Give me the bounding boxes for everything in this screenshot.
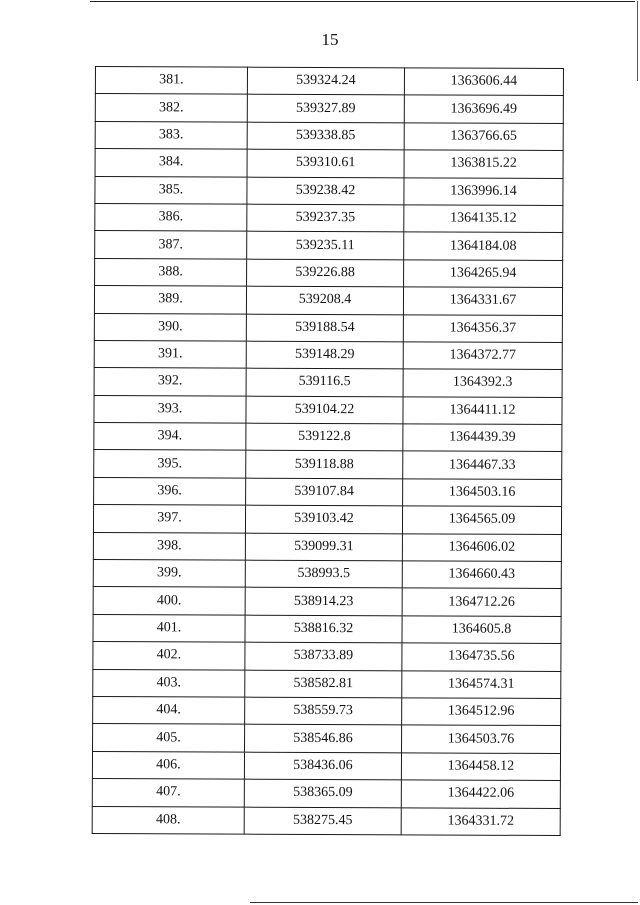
coordinates-table [92,66,564,836]
point-number-cell: 407. [92,779,244,807]
point-number-cell: 392. [94,368,246,396]
x-coordinate-cell: 538816.32 [245,615,402,643]
x-coordinate-cell: 539238.42 [247,177,404,205]
x-coordinate-cell: 538733.89 [245,642,402,670]
y-coordinate-cell: 1363696.49 [404,95,563,123]
y-coordinate-cell: 1364331.67 [403,287,562,315]
point-number-cell: 399. [93,560,245,588]
table-row [93,505,561,534]
table-row [95,258,563,287]
x-coordinate-cell: 538993.5 [245,560,402,588]
y-coordinate-cell: 1364439.39 [403,424,562,452]
x-coordinate-cell: 538582.81 [245,670,402,698]
point-number-cell: 395. [94,450,246,478]
table-row [93,696,561,725]
x-coordinate-cell: 539118.88 [246,451,403,479]
x-coordinate-cell: 539104.22 [246,396,403,424]
y-coordinate-cell: 1363815.22 [404,150,563,178]
point-number-cell: 406. [92,751,244,779]
point-number-cell: 391. [94,340,246,368]
table-row [93,614,561,643]
y-coordinate-cell: 1364512.96 [402,698,561,726]
y-coordinate-cell: 1364372.77 [403,342,562,370]
y-coordinate-cell: 1364712.26 [402,588,561,616]
scan-edge-bottom [250,902,638,903]
table-row [95,176,563,205]
point-number-cell: 381. [95,67,247,95]
table-row [93,587,561,616]
table-row [95,67,563,96]
point-number-cell: 390. [94,313,246,341]
x-coordinate-cell: 539103.42 [245,505,402,533]
table-row [93,724,561,753]
table-row [93,560,561,589]
scan-edge-top [90,1,635,2]
y-coordinate-cell: 1364605.8 [402,616,561,644]
point-number-cell: 386. [95,203,247,231]
table-row [95,149,563,178]
table-row [94,286,562,315]
x-coordinate-cell: 539107.84 [246,478,403,506]
x-coordinate-cell: 539188.54 [246,314,403,342]
y-coordinate-cell: 1363606.44 [404,68,563,96]
page-number: 15 [321,30,339,49]
y-coordinate-cell: 1364735.56 [402,643,561,671]
y-coordinate-cell: 1363996.14 [404,177,563,205]
y-coordinate-cell: 1364135.12 [404,205,563,233]
y-coordinate-cell: 1364503.76 [402,725,561,753]
x-coordinate-cell: 539324.24 [247,67,404,95]
table-row [94,395,562,424]
point-number-cell: 382. [95,94,247,122]
point-number-cell: 388. [95,258,247,286]
table-row [94,340,562,369]
table-row [94,477,562,506]
point-number-cell: 397. [93,505,245,533]
table-row [94,368,562,397]
table-row [92,751,560,780]
y-coordinate-cell: 1364606.02 [402,533,561,561]
point-number-cell: 400. [93,587,245,615]
x-coordinate-cell: 538546.86 [245,725,402,753]
table-row [94,313,562,342]
point-number-cell: 384. [95,149,247,177]
x-coordinate-cell: 539226.88 [247,259,404,287]
x-coordinate-cell: 539099.31 [245,533,402,561]
table-row [95,94,563,123]
table-row [92,806,560,835]
table-row [93,669,561,698]
x-coordinate-cell: 539235.11 [247,232,404,260]
y-coordinate-cell: 1364392.3 [403,369,562,397]
x-coordinate-cell: 538559.73 [245,697,402,725]
point-number-cell: 385. [95,176,247,204]
y-coordinate-cell: 1364660.43 [402,561,561,589]
coordinates-table-body [92,67,563,836]
point-number-cell: 401. [93,614,245,642]
x-coordinate-cell: 539310.61 [247,149,404,177]
x-coordinate-cell: 539116.5 [246,368,403,396]
y-coordinate-cell: 1364422.06 [401,780,560,808]
x-coordinate-cell: 539208.4 [246,286,403,314]
x-coordinate-cell: 539327.89 [247,95,404,123]
table-row [94,450,562,479]
x-coordinate-cell: 538365.09 [244,779,401,807]
table-row [95,231,563,260]
point-number-cell: 404. [93,696,245,724]
x-coordinate-cell: 539237.35 [247,204,404,232]
point-number-cell: 403. [93,669,245,697]
y-coordinate-cell: 1364574.31 [402,670,561,698]
y-coordinate-cell: 1364458.12 [401,753,560,781]
table-row [92,779,560,808]
table-row [95,121,563,150]
point-number-cell: 394. [94,423,246,451]
y-coordinate-cell: 1364331.72 [401,807,560,835]
y-coordinate-cell: 1364411.12 [403,397,562,425]
x-coordinate-cell: 539148.29 [246,341,403,369]
x-coordinate-cell: 538914.23 [245,588,402,616]
y-coordinate-cell: 1364565.09 [402,506,561,534]
point-number-cell: 389. [94,286,246,314]
y-coordinate-cell: 1364265.94 [404,260,563,288]
point-number-cell: 402. [93,642,245,670]
y-coordinate-cell: 1363766.65 [404,123,563,151]
table-row [93,532,561,561]
x-coordinate-cell: 539122.8 [246,423,403,451]
table-row [93,642,561,671]
x-coordinate-cell: 539338.85 [247,122,404,150]
y-coordinate-cell: 1364184.08 [404,232,563,260]
table-row [95,203,563,232]
point-number-cell: 387. [95,231,247,259]
y-coordinate-cell: 1364503.16 [403,479,562,507]
y-coordinate-cell: 1364467.33 [403,451,562,479]
point-number-cell: 396. [94,477,246,505]
point-number-cell: 408. [92,806,244,834]
table-row [94,423,562,452]
point-number-cell: 383. [95,121,247,149]
point-number-cell: 405. [93,724,245,752]
x-coordinate-cell: 538275.45 [244,807,401,835]
point-number-cell: 398. [93,532,245,560]
x-coordinate-cell: 538436.06 [244,752,401,780]
point-number-cell: 393. [94,395,246,423]
y-coordinate-cell: 1364356.37 [403,314,562,342]
